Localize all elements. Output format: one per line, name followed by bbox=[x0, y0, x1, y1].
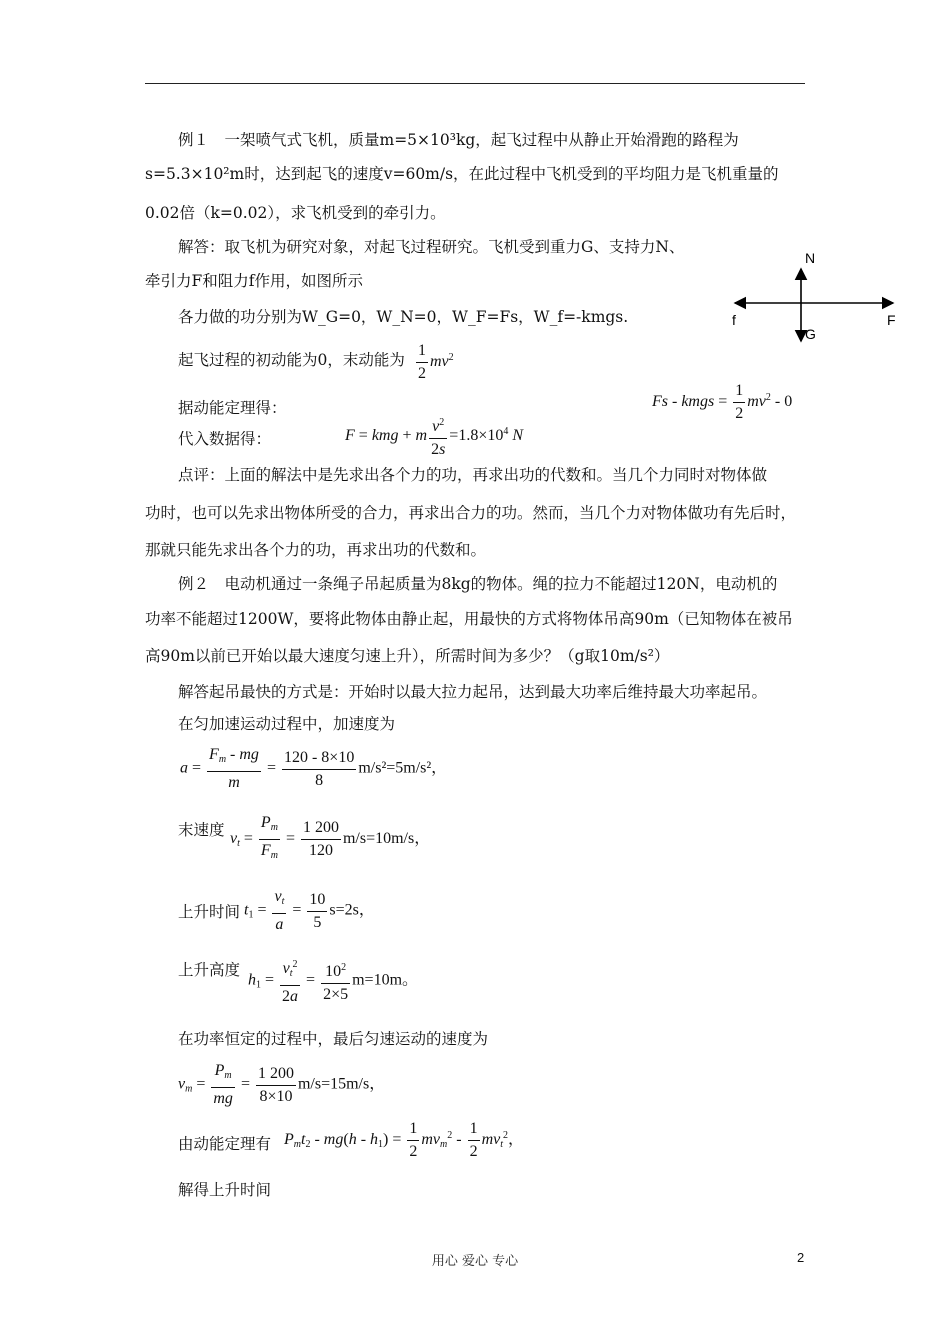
label-N: N bbox=[805, 250, 816, 266]
example2-line3: 高90m以前已开始以最大速度匀速上升），所需时间为多少？（g取10m/s²） bbox=[145, 647, 670, 665]
theorem2-text: 由动能定理有 bbox=[178, 1135, 272, 1153]
work-equation: W_G=0，W_N=0，W_F=Fs，W_f=-kmgs. bbox=[302, 308, 629, 326]
label-F: F bbox=[887, 312, 896, 328]
comment-line3: 那就只能先求出各个力的功，再求出功的代数和。 bbox=[145, 541, 487, 559]
traction-force-equation: F = kmg + m $\frac{v^2}{2s}$ $=1.8\times 10^4$ N bbox=[345, 412, 523, 461]
work-energy-equation: Fs - kmgs = $\frac{1}{2}$ $mv^2 - 0$ bbox=[652, 382, 793, 422]
solve-text: 解得上升时间 bbox=[178, 1181, 272, 1199]
rise-time-result: s=2s， bbox=[329, 901, 375, 919]
max-speed-equation: $v_m$ = $\frac{P_m}{mg}$ = $\frac{1 200}{8\times 10}$ m/s=15m/s， bbox=[178, 1062, 386, 1107]
height-result: m=10m。 bbox=[352, 971, 419, 989]
force-diagram bbox=[725, 245, 910, 355]
acceleration-result: m/s²=5m/s²， bbox=[358, 759, 448, 777]
theorem-text: 据动能定理得： bbox=[178, 399, 287, 417]
example1-line2: s=5.3×10²m时，达到起飞的速度v=60m/s，在此过程中飞机受到的平均阻力是飞机重量的 bbox=[145, 165, 779, 183]
example1-line1: 例１ 一架喷气式飞机，质量m=5×10³kg，起飞过程中从静止开始滑跑的路程为 bbox=[178, 131, 739, 149]
acceleration-equation: a = $\frac{F_m - mg}{m}$ = $\frac{120 - 8\times 10}{8}$ m/s²=5m/s²， bbox=[180, 746, 448, 791]
energy-theorem-equation: $P_mt_2 - mg(h - h_1)$ = $\frac{1}{2}$ $mv_m^2$ - $\frac{1}{2}$ $mv_t^2$， bbox=[284, 1120, 525, 1160]
max-speed-result: m/s=15m/s， bbox=[297, 1075, 386, 1093]
label-f: f bbox=[732, 312, 736, 328]
final-speed-text: 末速度 bbox=[178, 821, 225, 839]
constant-power-text: 在功率恒定的过程中，最后匀速运动的速度为 bbox=[178, 1030, 489, 1048]
rise-time-equation: $t_1$ = $\frac{v_t}{a}$ = $\frac{10}{5}$ s=2s， bbox=[244, 888, 375, 933]
substitute-text: 代入数据得： bbox=[178, 430, 272, 448]
footer-text: 用心 爱心 专心 bbox=[431, 1254, 519, 1269]
page-number: 2 bbox=[797, 1250, 805, 1265]
height-equation: $h_1$ = $\frac{v_t^2}{2a}$ = $\frac{10^2}{2\times 5}$ m=10m。 bbox=[248, 954, 418, 1008]
final-speed-result: m/s=10m/s， bbox=[342, 830, 431, 848]
label-G: G bbox=[805, 326, 816, 342]
work-prefix: 各力做的功分别为 bbox=[178, 308, 303, 326]
example2-line1: 例２ 电动机通过一条绳子吊起质量为8kg的物体。绳的拉力不能超过120N，电动机的 bbox=[178, 575, 778, 593]
example2-solution-line1: 解答起吊最快的方式是：开始时以最大拉力起吊，达到最大功率后维持最大功率起吊。 bbox=[178, 683, 768, 701]
example2-solution-line2: 在匀加速运动过程中，加速度为 bbox=[178, 715, 396, 733]
header-rule bbox=[145, 83, 805, 84]
example2-line2: 功率不能超过1200W，要将此物体由静止起，用最快的方式将物体吊高90m（已知物体在被吊 bbox=[145, 610, 793, 628]
example1-line3: 0.02倍（k=0.02），求飞机受到的牵引力。 bbox=[145, 204, 446, 222]
height-text: 上升高度 bbox=[178, 961, 241, 979]
final-speed-equation: $v_t$ = $\frac{P_m}{F_m}$ = $\frac{1 200}{120}$ m/s=10m/s， bbox=[230, 814, 431, 861]
work-line bbox=[178, 307, 628, 327]
kinetic-energy-text: 起飞过程的初动能为0，末动能为 bbox=[178, 351, 405, 369]
example1-solution-line1: 解答：取飞机为研究对象，对起飞过程研究。飞机受到重力G、支持力N、 bbox=[178, 238, 685, 256]
example1-solution-line2: 牵引力F和阻力f作用，如图所示 bbox=[145, 272, 363, 290]
comment-line1: 点评：上面的解法中是先求出各个力的功，再求出功的代数和。当几个力同时对物体做 bbox=[178, 466, 768, 484]
comment-line2: 功时，也可以先求出物体所受的合力，再求出合力的功。然而，当几个力对物体做功有先后时， bbox=[145, 504, 797, 522]
kinetic-energy-formula: $\frac{1}{2}$ $mv^2$ bbox=[418, 342, 454, 382]
rise-time-text: 上升时间 bbox=[178, 903, 241, 921]
